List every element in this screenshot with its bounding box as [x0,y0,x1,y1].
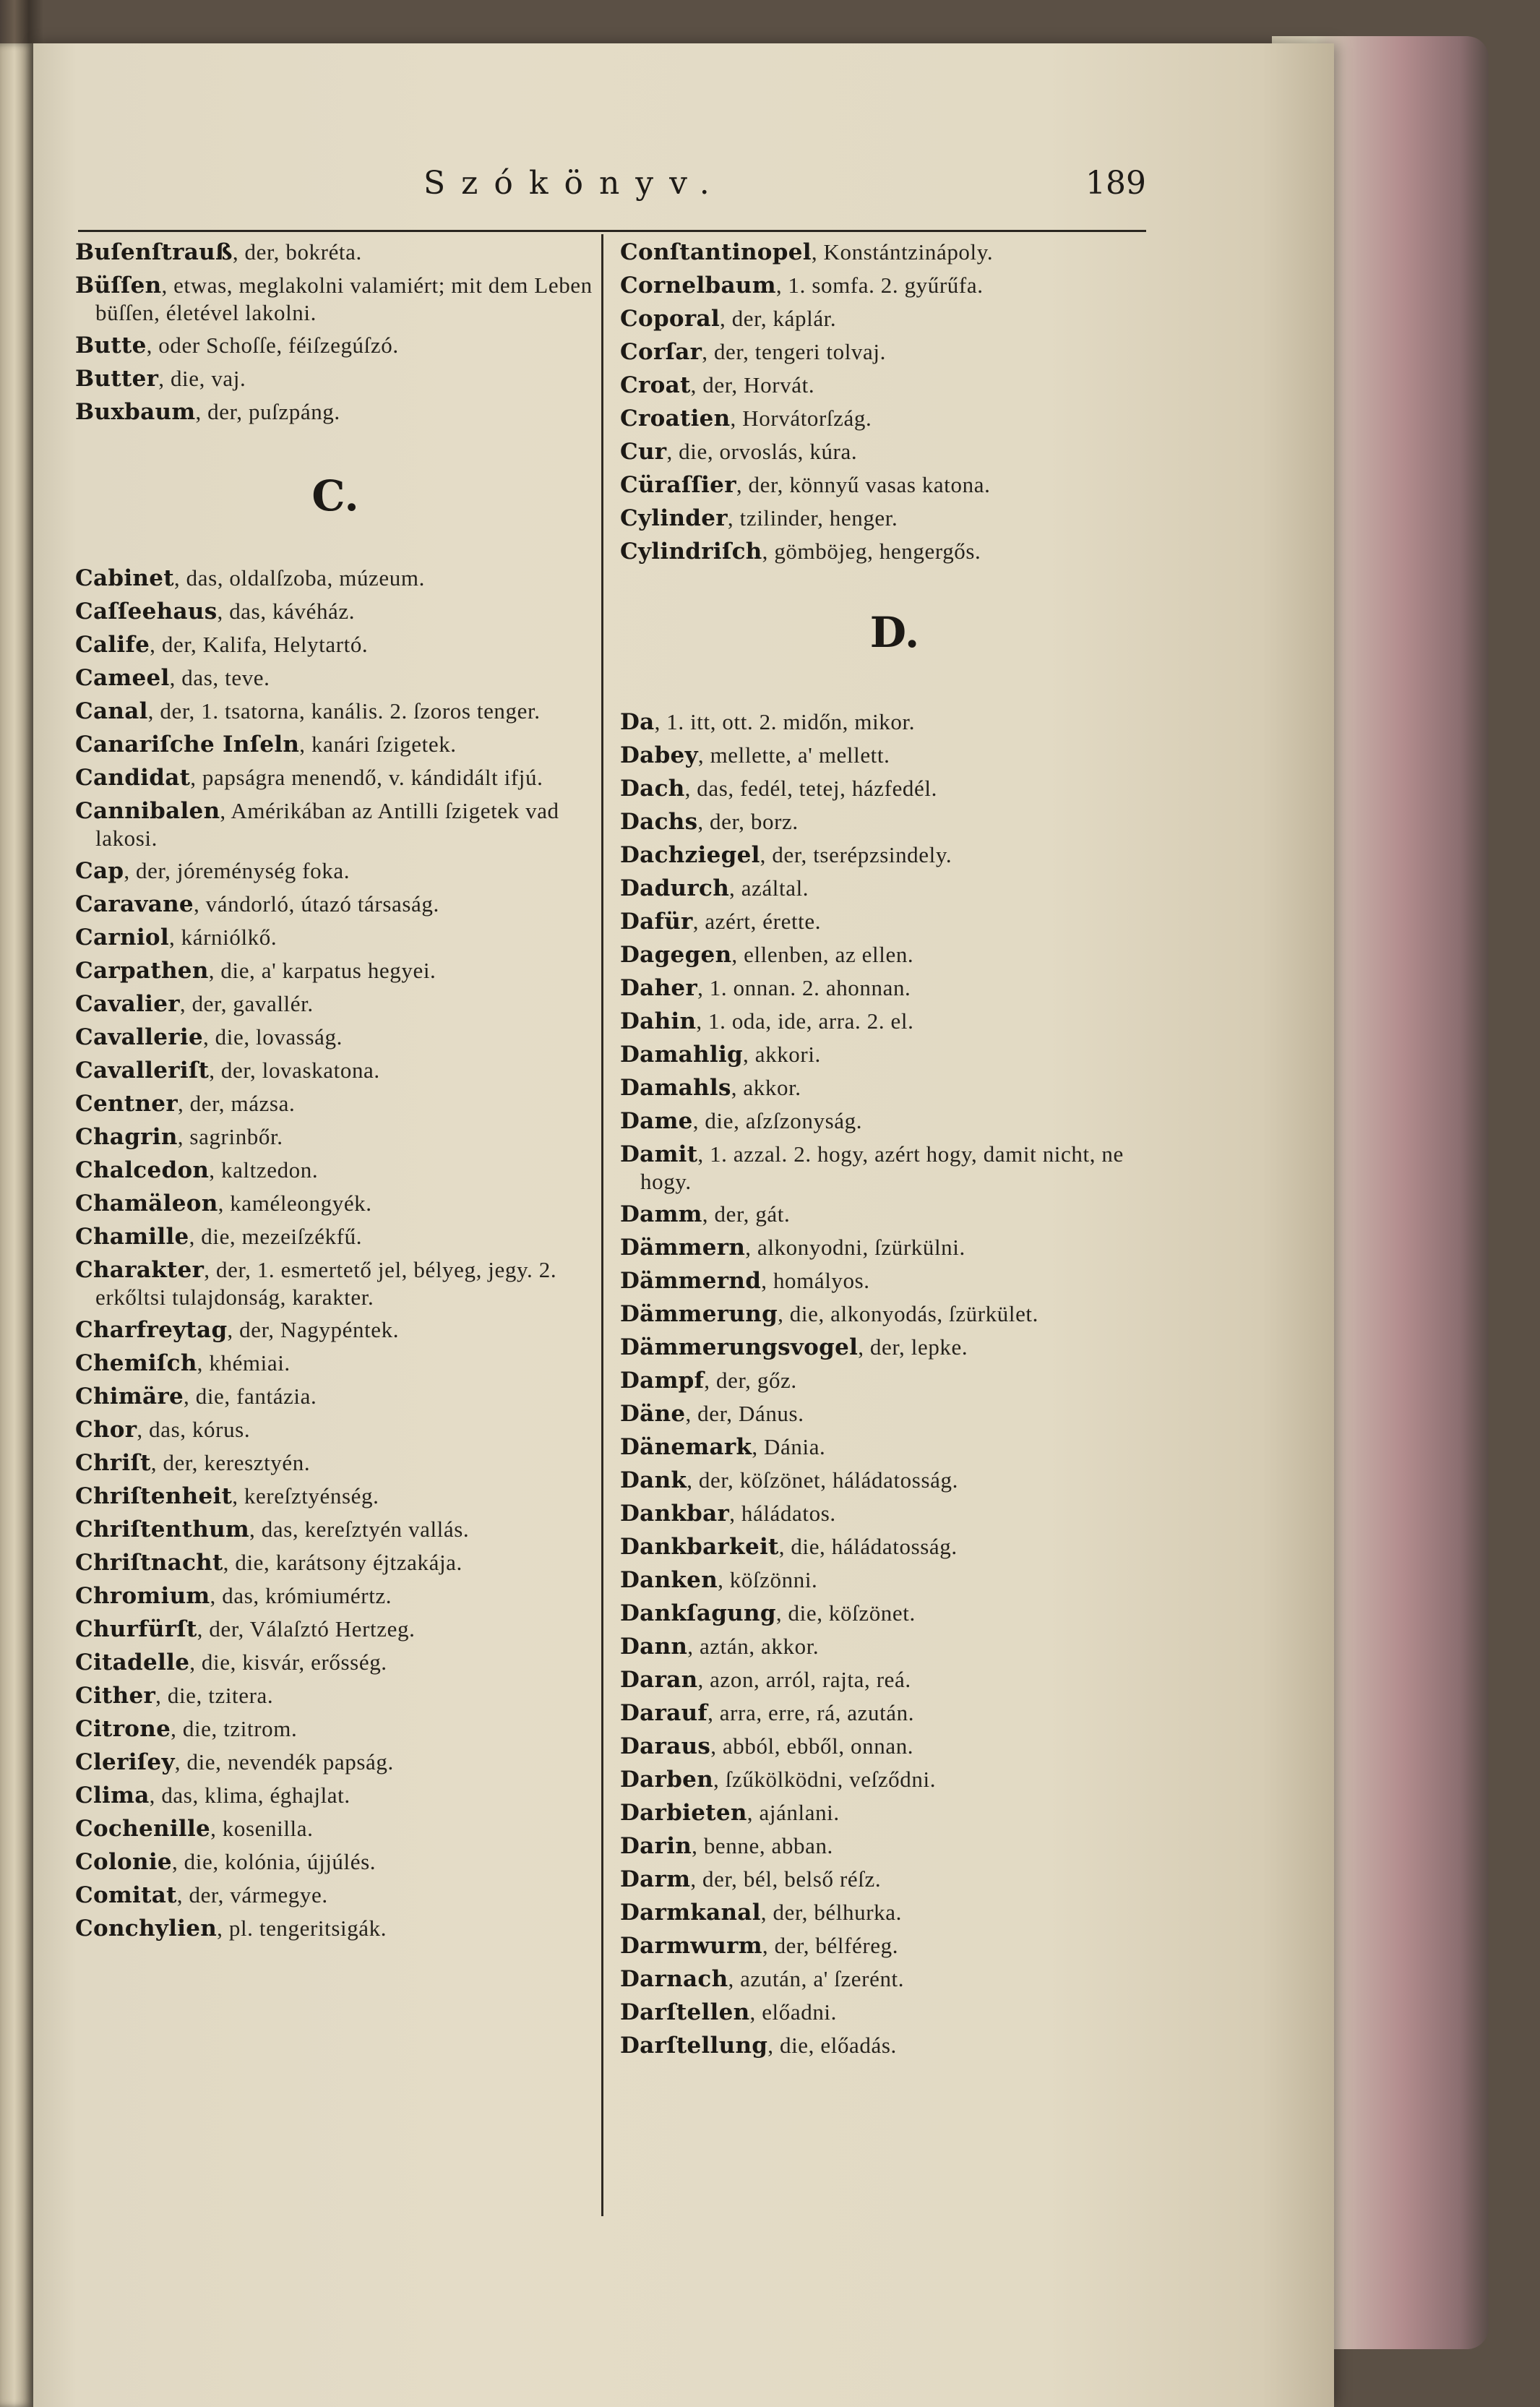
entry-definition: , der, bélféreg. [762,1933,899,1958]
entry-definition: , die, alkonyodás, ſzürkület. [778,1301,1038,1326]
entry-headword: Damahls [620,1075,731,1101]
entry-headword: Daraus [620,1733,711,1759]
dictionary-entry [75,598,595,625]
entry-definition: , der, 1. esmertető jel, bélyeg, jegy. 2. erkőltsi tulajdonság, karakter. [95,1257,557,1310]
entry-definition: , die, orvoslás, kúra. [666,439,858,464]
entry-headword: Dachs [620,809,698,835]
dictionary-entry [75,1190,595,1217]
dictionary-entry [75,1915,595,1942]
entry-definition: , kanári ſzigetek. [299,731,457,757]
entry-definition: , die, köſzönet. [775,1600,916,1626]
entry-definition: , das, fedél, tetej, házfedél. [684,776,937,801]
dictionary-entry [75,1316,595,1344]
entry-definition: , kereſztyénség. [232,1483,379,1509]
entry-definition: , kárniólkő. [168,924,278,950]
entry-definition: , etwas, meglakolni valamiért; mit dem Leben büſſen, életével lakolni. [95,273,593,325]
dictionary-entry [75,1882,595,1909]
entry-headword: Dämmernd [620,1268,762,1294]
entry-headword: Dachziegel [620,842,760,868]
entry-definition: , der, Horvát. [690,372,815,398]
entry-headword: Cochenille [75,1816,211,1842]
running-title: Szókönyv. [423,165,726,202]
entry-definition: , die, a' karpatus hegyei. [208,958,436,983]
entry-definition: , der, bokréta. [232,239,362,265]
entry-headword: Corſar [620,339,702,365]
dictionary-entry [620,471,1169,499]
column-divider [601,234,603,2216]
dictionary-entry [75,1416,595,1443]
entry-definition: , mellette, a' mellett. [697,742,890,768]
entry-headword: Dabey [620,742,698,768]
entry-definition: , der, keresztyén. [150,1450,311,1475]
dictionary-entry [620,1666,1169,1694]
entry-definition: , der, tengeri tolvaj. [702,339,886,364]
page-number: 189 [1085,165,1146,202]
dictionary-entry [75,664,595,692]
entry-definition: , der, lepke. [858,1334,968,1360]
header-rule [78,230,1146,232]
entry-definition: , der, tserépzsindely. [760,842,952,867]
dictionary-entry [75,365,595,392]
entry-definition: , der, gőz. [704,1368,797,1393]
entry-definition: , der, gát. [702,1201,791,1227]
entry-headword: Candidat [75,765,191,791]
dictionary-entry [620,2032,1169,2059]
dictionary-entry [620,239,1169,266]
dictionary-entry [75,1549,595,1576]
entry-headword: Chalcedon [75,1157,210,1183]
entry-definition: , der, könnyű vasas katona. [736,472,991,497]
entry-headword: Cavalier [75,991,180,1017]
page-header [423,165,1146,215]
entry-headword: Darbieten [620,1800,747,1826]
dictionary-entry [620,1074,1169,1102]
entry-definition: , der, Dánus. [685,1401,804,1426]
entry-headword: Caſſeehaus [75,598,218,625]
entry-definition: , oder Schoſſe, féiſzegúſzó. [146,332,399,358]
entry-definition: , die, tzitera. [155,1683,274,1708]
dictionary-entry [620,974,1169,1002]
dictionary-entry [620,1932,1169,1960]
entry-headword: Dänemark [620,1434,752,1460]
entry-definition: , der, jóreménység foka. [124,858,350,883]
dictionary-entry [620,1367,1169,1394]
entry-definition: , das, teve. [169,665,270,690]
dictionary-entry [75,764,595,791]
entry-headword: Citadelle [75,1649,190,1676]
entry-headword: Caravane [75,891,194,917]
entry-definition: , homályos. [761,1268,870,1293]
entry-headword: Chemiſch [75,1350,197,1376]
dictionary-entry [75,239,595,266]
entry-definition: , benne, abban. [692,1833,833,1858]
dictionary-entry [620,1141,1169,1195]
entry-definition: , das, kereſztyén vallás. [249,1516,470,1542]
dictionary-entry [620,1201,1169,1228]
dictionary-entry [75,272,595,326]
entry-definition: , das, kávéház. [217,598,356,624]
entry-definition: , abból, ebből, onnan. [710,1733,914,1759]
entry-definition: , 1. itt, ott. 2. midőn, mikor. [654,709,916,734]
entry-definition: , köſzönni. [718,1567,818,1592]
entry-headword: Dach [620,776,685,802]
entry-definition: , Amérikában az Antilli ſzigetek vad lakosi. [95,798,559,851]
entry-headword: Chamäleon [75,1190,218,1217]
dictionary-entry [75,631,595,658]
entry-headword: Cüraſſier [620,472,736,498]
entry-headword: Dämmern [620,1235,746,1261]
entry-headword: Dank [620,1467,687,1493]
entry-headword: Darmwurm [620,1933,762,1959]
entry-headword: Buſenſtrauß [75,239,233,265]
dictionary-entry [620,908,1169,935]
entry-headword: Dadurch [620,875,730,901]
entry-definition: , der, káplár. [720,306,837,331]
entry-definition: , kaméleongyék. [218,1190,372,1216]
dictionary-entry [620,1566,1169,1594]
dictionary-entry [620,742,1169,769]
entry-definition: , der, puſzpáng. [195,399,340,424]
entry-definition: , háládatos. [729,1501,836,1526]
dictionary-entry [75,1649,595,1676]
dictionary-entry [620,1832,1169,1860]
dictionary-entry [620,1866,1169,1893]
entry-headword: Canal [75,698,148,724]
dictionary-entry [75,1715,595,1743]
entry-definition: , 1. onnan. 2. ahonnan. [697,975,911,1000]
entry-headword: Calife [75,632,150,658]
entry-headword: Chagrin [75,1124,178,1150]
dictionary-entry [75,565,595,592]
entry-definition: , der, Nagypéntek. [227,1317,400,1342]
dictionary-entry [75,1616,595,1643]
entry-definition: , die, aſzſzonyság. [692,1108,863,1133]
entry-headword: Clima [75,1782,150,1809]
entry-definition: , das, klima, éghajlat. [149,1782,350,1808]
entry-headword: Chriſtenthum [75,1516,250,1543]
dictionary-entry [620,1234,1169,1261]
entry-definition: , vándorló, útazó társaság. [193,891,439,917]
entry-definition: , der, lovaskatona. [209,1057,380,1083]
dictionary-entry [620,1733,1169,1760]
entry-definition: , der, borz. [697,809,799,834]
entry-definition: , azáltal. [729,875,809,901]
dictionary-entry [75,1848,595,1876]
dictionary-entry [620,1633,1169,1660]
dictionary-entry [620,1965,1169,1993]
dictionary-entry [620,1766,1169,1793]
dictionary-entry [620,1533,1169,1561]
dictionary-entry [75,924,595,951]
entry-headword: Büſſen [75,273,162,299]
entry-headword: Damahlig [620,1042,744,1068]
entry-headword: Damm [620,1201,702,1227]
dictionary-entry [620,808,1169,836]
entry-headword: Chriſtnacht [75,1550,223,1576]
entry-definition: , die, kolónia, újjúlés. [171,1849,377,1874]
entry-headword: Darben [620,1767,714,1793]
entry-definition: , pl. tengeritsigák. [217,1915,387,1941]
entry-headword: Croatien [620,406,731,432]
dictionary-entry [75,1383,595,1410]
entry-definition: , ſzűkölködni, veſződni. [713,1767,937,1792]
entry-headword: Cornelbaum [620,273,776,299]
entry-definition: , der, gavallér. [179,991,314,1016]
dictionary-entry [75,1123,595,1151]
entry-headword: Charakter [75,1257,205,1283]
dictionary-entry [75,1057,595,1084]
entry-definition: , das, oldalſzoba, múzeum. [173,565,425,591]
entry-definition: , Dánia. [752,1434,826,1459]
dictionary-entry [620,875,1169,902]
entry-definition: , die, mezeiſzékfű. [189,1224,363,1249]
dictionary-entry [75,1483,595,1510]
dictionary-entry [75,957,595,984]
entry-definition: , alkonyodni, ſzürkülni. [745,1235,965,1260]
entry-definition: , sagrinbőr. [177,1124,283,1149]
entry-headword: Daher [620,975,698,1001]
entry-headword: Centner [75,1091,178,1117]
entry-definition: , der, bél, belső réſz. [690,1866,882,1892]
entry-headword: Cylindriſch [620,539,762,565]
entry-headword: Darſtellung [620,2033,768,2059]
dictionary-entry [75,1350,595,1377]
dictionary-entry [620,338,1169,366]
entry-definition: , die, vaj. [158,366,246,391]
dictionary-entry [75,990,595,1018]
dictionary-entry [620,1699,1169,1727]
entry-headword: Dämmerungsvogel [620,1334,859,1360]
entry-headword: Cameel [75,665,170,691]
entry-headword: Cannibalen [75,798,220,824]
entry-definition: , gömböjeg, hengergős. [762,539,981,564]
entry-headword: Daran [620,1667,698,1693]
entry-definition: , Horvátorſzág. [730,406,872,431]
entry-definition: , die, kisvár, erősség. [189,1649,387,1675]
entry-headword: Cither [75,1683,156,1709]
dictionary-entry [75,1090,595,1117]
entry-headword: Chor [75,1417,137,1443]
dictionary-entry [620,305,1169,332]
dictionary-entry [75,797,595,851]
entry-definition: , der, köſzönet, háládatosság. [687,1467,958,1493]
dictionary-entry [620,775,1169,802]
entry-headword: Butte [75,332,147,359]
entry-definition: , 1. oda, ide, arra. 2. el. [696,1008,914,1034]
entry-definition: , 1. somfa. 2. gyűrűfa. [775,273,984,298]
entry-headword: Coporal [620,306,720,332]
entry-definition: , azután, a' ſzerént. [728,1966,905,1991]
entry-definition: , khémiai. [197,1350,291,1376]
entry-headword: Da [620,709,655,735]
entry-headword: Cavallerie [75,1024,203,1050]
entry-definition: , das, kórus. [137,1417,251,1442]
entry-headword: Dampf [620,1368,705,1394]
entry-headword: Cap [75,858,124,884]
entry-headword: Cylinder [620,505,728,531]
entry-headword: Danken [620,1567,718,1593]
entry-definition: , kosenilla. [210,1816,314,1841]
entry-definition: , die, lovasság. [202,1024,343,1050]
entry-headword: Dankſagung [620,1600,776,1626]
dictionary-entry [75,1815,595,1842]
dictionary-entry [620,941,1169,969]
entry-headword: Comitat [75,1882,177,1908]
entry-headword: Dame [620,1108,693,1134]
entry-headword: Darm [620,1866,691,1892]
entry-headword: Carniol [75,924,169,951]
dictionary-entry [620,708,1169,736]
entry-definition: , azért, érette. [692,909,822,934]
entry-headword: Chimäre [75,1383,184,1410]
dictionary-entry [620,1500,1169,1527]
entry-definition: , die, előadás. [767,2033,897,2058]
dictionary-entry [620,372,1169,399]
entry-definition: , papságra menendő, v. kándidált ifjú. [190,765,543,790]
entry-definition: , ajánlani. [747,1800,840,1825]
entry-headword: Conſtantinopel [620,239,812,265]
dictionary-entry [75,1516,595,1543]
entry-headword: Canariſche Inſeln [75,731,300,758]
entry-headword: Darin [620,1833,692,1859]
entry-headword: Dankbarkeit [620,1534,779,1560]
dictionary-entry [75,698,595,725]
dictionary-entry [75,731,595,758]
entry-definition: , die, háládatosság. [778,1534,958,1559]
dictionary-entry [620,841,1169,869]
entry-headword: Dämmerung [620,1301,778,1327]
dictionary-page [33,43,1334,2407]
entry-definition: , die, fantázia. [184,1383,317,1409]
dictionary-entry [75,1749,595,1776]
dictionary-entry [75,1024,595,1051]
entry-headword: Darauf [620,1700,708,1726]
dictionary-entry [620,538,1169,565]
entry-headword: Butter [75,366,159,392]
section-letter: D. [869,608,920,657]
entry-headword: Chriſt [75,1450,151,1476]
entry-headword: Cabinet [75,565,174,591]
entry-headword: Darnach [620,1966,728,1992]
entry-headword: Dafür [620,909,693,935]
dictionary-entry [620,1300,1169,1328]
dictionary-entry [620,272,1169,299]
entry-definition: , Konstántzinápoly. [811,239,994,265]
entry-headword: Dagegen [620,942,732,968]
entry-definition: , azon, arról, rajta, reá. [697,1667,911,1692]
entry-definition: , arra, erre, rá, azután. [707,1700,915,1725]
dictionary-entry [75,1223,595,1250]
dictionary-entry [75,398,595,426]
dictionary-entry [620,1799,1169,1827]
entry-headword: Dankbar [620,1501,730,1527]
section-letter: C. [311,471,359,520]
dictionary-entry [620,405,1169,432]
dictionary-entry [75,1256,595,1310]
entry-headword: Dahin [620,1008,697,1034]
entry-headword: Croat [620,372,691,398]
dictionary-entry [620,1041,1169,1068]
entry-headword: Dann [620,1634,688,1660]
entry-definition: , der, mázsa. [177,1091,296,1116]
right-column [620,239,1169,2065]
entry-definition: , kaltzedon. [209,1157,319,1183]
dictionary-entry [620,1400,1169,1428]
dictionary-entry [75,1682,595,1709]
dictionary-entry [75,1157,595,1184]
entry-definition: , 1. azzal. 2. hogy, azért hogy, damit nicht, ne hogy. [640,1141,1124,1194]
entry-headword: Däne [620,1401,686,1427]
entry-definition: , akkor. [731,1075,801,1100]
entry-headword: Darmkanal [620,1900,761,1926]
dictionary-entry [75,332,595,359]
dictionary-entry [620,1899,1169,1926]
entry-headword: Charfreytag [75,1317,228,1343]
entry-definition: , die, nevendék papság. [174,1749,394,1775]
left-column [75,239,595,1948]
entry-definition: , der, 1. tsatorna, kanális. 2. ſzoros tenger. [147,698,541,724]
entry-definition: , akkori. [743,1042,821,1067]
dictionary-entry [75,891,595,918]
dictionary-entry [75,1449,595,1477]
entry-definition: , das, krómiumértz. [210,1583,392,1608]
dictionary-entry [620,438,1169,465]
dictionary-entry [620,1008,1169,1035]
dictionary-entry [620,505,1169,532]
entry-headword: Citrone [75,1716,171,1742]
dictionary-entry [620,1999,1169,2026]
dictionary-entry [620,1467,1169,1494]
previous-page-edge [0,43,33,2407]
dictionary-entry [620,1600,1169,1627]
entry-definition: , der, Válaſztó Hertzeg. [197,1616,416,1642]
entry-definition: , die, karátsony éjtzakája. [223,1550,463,1575]
entry-headword: Chriſtenheit [75,1483,233,1509]
entry-headword: Damit [620,1141,698,1167]
entry-headword: Chamille [75,1224,189,1250]
entry-headword: Chromium [75,1583,210,1609]
entry-definition: , der, vármegye. [176,1882,328,1908]
entry-definition: , aztán, akkor. [687,1634,820,1659]
entry-headword: Cavalleriſt [75,1057,210,1084]
entry-headword: Cur [620,439,667,465]
entry-definition: , ellenben, az ellen. [731,942,914,967]
entry-headword: Buxbaum [75,399,196,425]
entry-definition: , előadni. [749,1999,837,2025]
dictionary-entry [75,1582,595,1610]
entry-definition: , die, tzitrom. [171,1716,298,1741]
dictionary-entry [75,1782,595,1809]
entry-headword: Churfürſt [75,1616,197,1642]
entry-definition: , tzilinder, henger. [727,505,898,531]
dictionary-entry [75,857,595,885]
entry-definition: , der, Kalifa, Helytartó. [150,632,369,657]
entry-headword: Colonie [75,1849,172,1875]
entry-headword: Darſtellen [620,1999,750,2025]
entry-headword: Carpathen [75,958,209,984]
dictionary-entry [620,1267,1169,1295]
entry-headword: Conchylien [75,1915,218,1942]
dictionary-entry [620,1433,1169,1461]
dictionary-entry [620,1107,1169,1135]
dictionary-entry [620,1334,1169,1361]
entry-headword: Cleriſey [75,1749,175,1775]
entry-definition: , der, bélhurka. [760,1900,902,1925]
